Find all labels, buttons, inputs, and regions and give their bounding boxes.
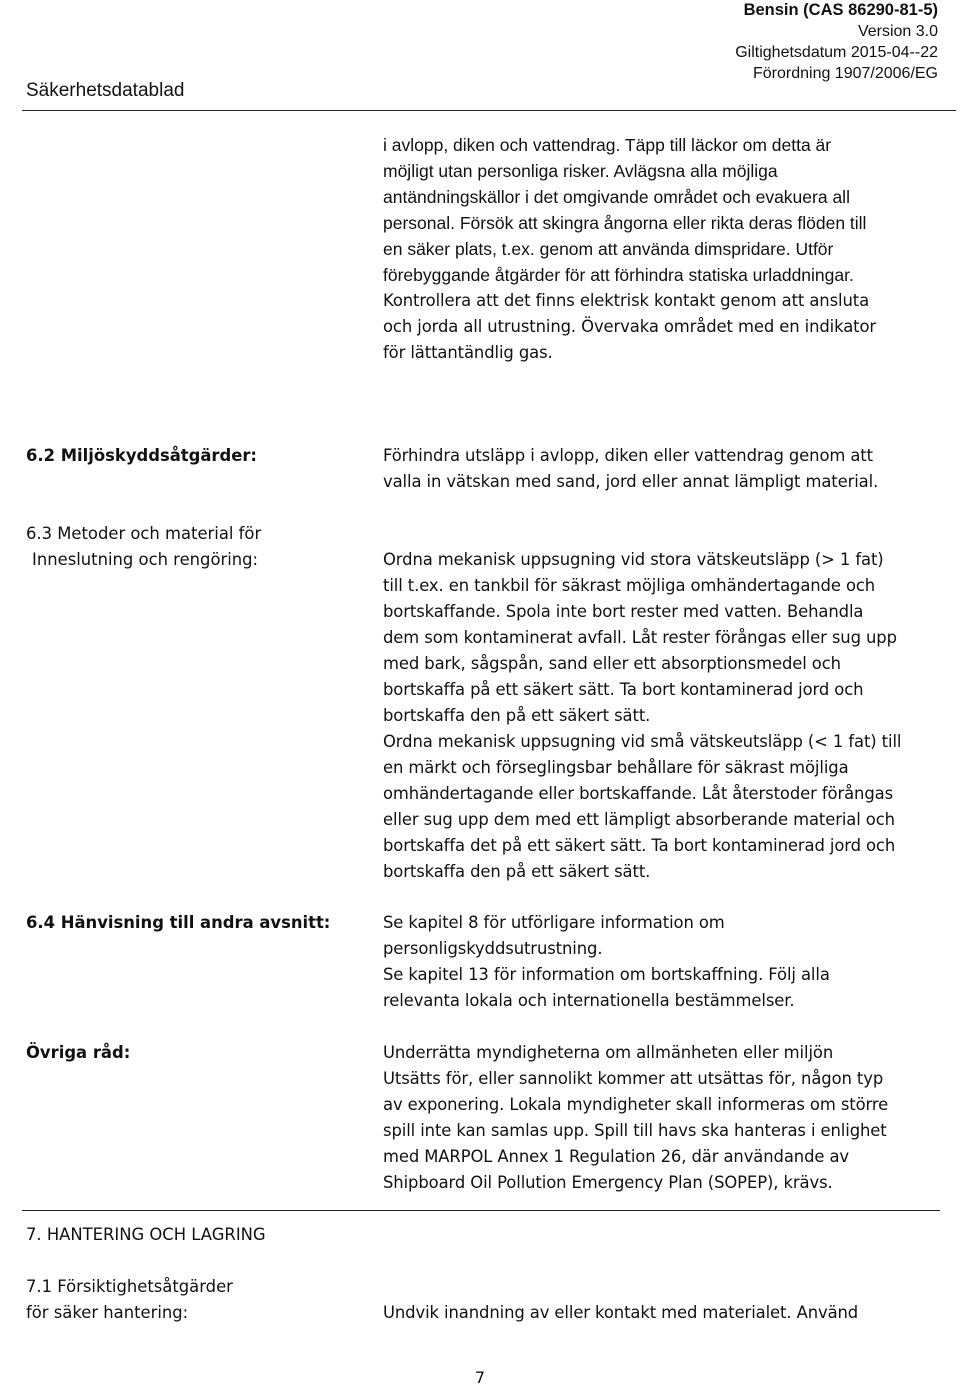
text-line: Se kapitel 13 för information om bortskaffning. Följ alla <box>383 965 830 984</box>
version-text: Version 3.0 <box>857 23 938 40</box>
text-line: relevanta lokala och internationella bestämmelser. <box>383 991 795 1010</box>
validity-date: Giltighetsdatum 2015-04--22 <box>735 44 938 61</box>
text-line: dem som kontaminerat avfall. Låt rester förångas eller sug upp <box>383 628 897 647</box>
text-line: för lättantändlig gas. <box>383 343 553 362</box>
product-name: Bensin (CAS 86290-81-5) <box>743 1 938 19</box>
section-6-3-text <box>383 547 943 885</box>
text-line: Shipboard Oil Pollution Emergency Plan (SOPEP), krävs. <box>383 1173 833 1192</box>
continued-text-block-2 <box>383 288 943 366</box>
document-header-info <box>735 0 938 84</box>
section-6-4-text <box>383 910 943 1014</box>
text-line: omhändertagande eller bortskaffande. Låt återstoder förångas <box>383 784 894 803</box>
text-line: till t.ex. en tankbil för säkrast möjliga omhändertagande och <box>383 576 876 595</box>
section-6-3-label-line-2: Inneslutning och rengöring: <box>32 550 259 569</box>
text-line: eller sug upp dem med ett lämpligt absorberande material och <box>383 810 895 829</box>
text-line: i avlopp, diken och vattendrag. Täpp till läckor om detta är <box>383 135 832 155</box>
other-advice-label: Övriga råd: <box>26 1043 131 1062</box>
section-6-2-label: 6.2 Miljöskyddsåtgärder: <box>26 446 257 465</box>
text-line: och jorda all utrustning. Övervaka området med en indikator <box>383 317 877 336</box>
text-line: möjligt utan personliga risker. Avlägsna alla möjliga <box>383 161 778 181</box>
text-line: Se kapitel 8 för utförligare information om <box>383 913 725 932</box>
text-line: Kontrollera att det finns elektrisk kontakt genom att ansluta <box>383 291 870 310</box>
text-line: med bark, sågspån, sand eller ett absorptionsmedel och <box>383 654 841 673</box>
text-line: personligskyddsutrustning. <box>383 939 603 958</box>
section-6-3-label-line-1: 6.3 Metoder och material för <box>26 524 262 543</box>
section-7-1-text: Undvik inandning av eller kontakt med materialet. Använd <box>383 1303 859 1322</box>
text-line: Förhindra utsläpp i avlopp, diken eller vattendrag genom att <box>383 446 873 465</box>
section-7-1-label <box>26 1274 233 1326</box>
text-line: spill inte kan samlas upp. Spill till havs ska hanteras i enlighet <box>383 1121 887 1140</box>
text-line: med MARPOL Annex 1 Regulation 26, där användande av <box>383 1147 850 1166</box>
text-line: Ordna mekanisk uppsugning vid stora vätskeutsläpp (> 1 fat) <box>383 550 884 569</box>
regulation-text: Förordning 1907/2006/EG <box>752 65 938 82</box>
section-7-1-label-line-2: för säker hantering: <box>26 1303 189 1322</box>
section-7-heading: 7. HANTERING OCH LAGRING <box>26 1225 266 1244</box>
text-line: förebyggande åtgärder för att förhindra statiska urladdningar. <box>383 265 854 285</box>
page-number: 7 <box>474 1368 486 1387</box>
text-line: Underrätta myndigheterna om allmänheten eller miljön <box>383 1043 834 1062</box>
section-divider <box>22 1210 940 1211</box>
text-line: personal. Försök att skingra ångorna eller rikta deras flöden till <box>383 213 867 233</box>
text-line: bortskaffa den på ett säkert sätt. <box>383 706 651 725</box>
text-line: bortskaffa den på ett säkert sätt. <box>383 862 651 881</box>
section-6-3-label <box>26 521 261 573</box>
text-line: bortskaffa det på ett säkert sätt. Ta bort kontaminerad jord och <box>383 836 896 855</box>
section-6-2-text <box>383 443 943 495</box>
text-line: Utsätts för, eller sannolikt kommer att utsättas för, någon typ <box>383 1069 884 1088</box>
text-line: av exponering. Lokala myndigheter skall informeras om större <box>383 1095 889 1114</box>
other-advice-text <box>383 1040 943 1196</box>
section-7-1-label-line-1: 7.1 Försiktighetsåtgärder <box>26 1277 233 1296</box>
text-line: valla in vätskan med sand, jord eller annat lämpligt material. <box>383 472 879 491</box>
text-line: en säker plats, t.ex. genom att använda dimspridare. Utför <box>383 239 834 259</box>
header-divider <box>22 110 956 111</box>
text-line: antändningskällor i det omgivande området och evakuera all <box>383 187 850 207</box>
text-line: en märkt och förseglingsbar behållare för säkrast möjliga <box>383 758 849 777</box>
section-6-4-label: 6.4 Hänvisning till andra avsnitt: <box>26 913 331 932</box>
text-line: Ordna mekanisk uppsugning vid små vätskeutsläpp (< 1 fat) till <box>383 732 902 751</box>
text-line: bortskaffa på ett säkert sätt. Ta bort kontaminerad jord och <box>383 680 864 699</box>
continued-text-block <box>383 132 943 288</box>
text-line: bortskaffande. Spola inte bort rester med vatten. Behandla <box>383 602 864 621</box>
document-title: Säkerhetsdatablad <box>26 80 185 101</box>
